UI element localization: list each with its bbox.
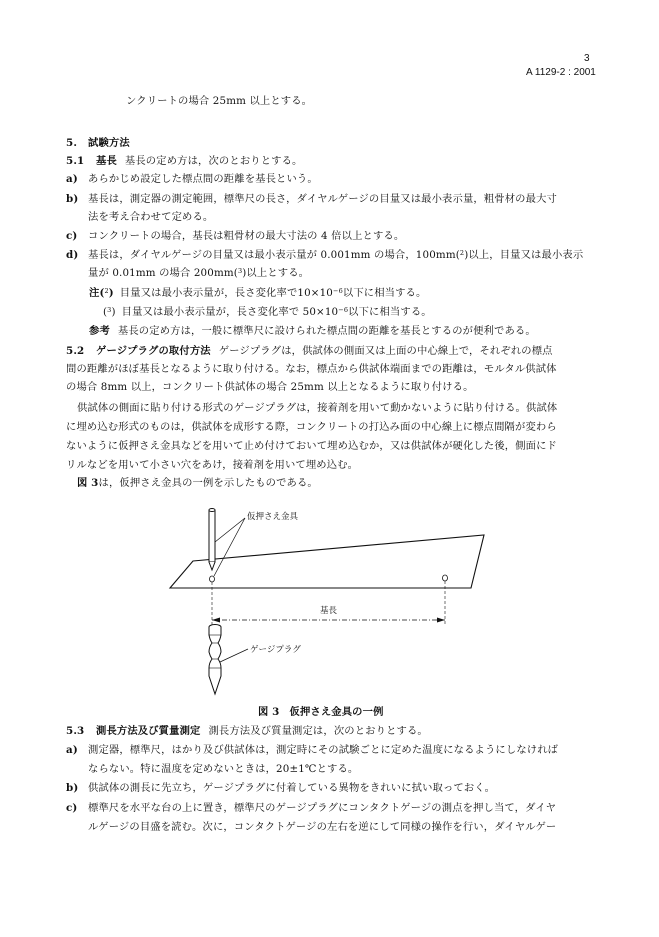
figure-reference-line xyxy=(77,476,318,490)
list-item-5-3-b xyxy=(66,781,495,795)
section-5-3 xyxy=(66,724,428,738)
list-item-5-1-d-cont xyxy=(88,266,309,280)
figure-caption-number: 図 3 xyxy=(258,706,280,718)
page-number: 3 xyxy=(584,53,590,64)
list-text: 標準尺を水平な台の上に置き，標準尺のゲージプラグにコンタクトゲージの測点を押し当て，ダイヤ xyxy=(88,802,557,814)
list-label: c) xyxy=(66,802,78,814)
reference-label: 参考 xyxy=(89,325,110,337)
list-label: b) xyxy=(66,193,79,205)
continuation-line: ンクリートの場合 25mm 以上とする。 xyxy=(126,95,313,107)
list-label: b) xyxy=(66,782,79,794)
note-exponent: −6 xyxy=(338,306,349,314)
list-item-5-3-a-cont: ならない。特に温度を定めないときは，20±1℃とする。 xyxy=(88,763,359,775)
list-text: 量が 0.01mm の場合 200mm( xyxy=(88,267,238,279)
reference-text: 基長の定め方は，一般に標準尺に設けられた標点間の距離を基長とするのが便利である。 xyxy=(117,325,536,337)
section-number: 5.2 xyxy=(66,345,85,357)
note-2 xyxy=(89,286,426,300)
specimen-plate xyxy=(170,535,484,588)
list-item-5-1-b xyxy=(66,192,557,206)
paragraph-line-1: 供試体の側面に貼り付ける形式のゲージプラグは，接着剤を用いて動かないように貼り付ける。供試体 xyxy=(77,402,558,414)
clamp-fitting xyxy=(209,509,215,571)
section-title: 試験方法 xyxy=(88,137,130,149)
reference-note xyxy=(89,324,536,338)
plug-hole-right xyxy=(443,575,448,581)
list-item-5-1-d xyxy=(66,248,583,262)
figure-caption-title: 仮押さえ金具の一例 xyxy=(289,706,384,718)
plug-hole-left xyxy=(210,576,215,582)
section-5-2-line-3: の場合 8mm 以上，コンクリート供試体の場合 25mm 以上となるように取り付ける。 xyxy=(66,381,474,393)
figure-label-gauge-plug: ゲージプラグ xyxy=(250,645,301,655)
dimension-arrow-left xyxy=(212,618,220,623)
note-open: ( xyxy=(103,306,108,318)
list-text: 基長は，測定器の測定範囲，標準尺の長さ，ダイヤルゲージの目量又は最小表示量，粗骨材の最大寸 xyxy=(88,193,557,205)
section-title: ゲージプラグの取付方法 xyxy=(96,345,211,357)
section-title: 測長方法及び質量測定 xyxy=(96,725,201,737)
list-text: 供試体の測長に先立ち，ゲージプラグに付着している異物をきれいに拭い取っておく。 xyxy=(88,782,496,794)
list-item-5-1-a xyxy=(66,172,318,186)
section-text: 基長の定め方は，次のとおりとする。 xyxy=(124,155,303,167)
section-text: 測長方法及び質量測定は，次のとおりとする。 xyxy=(208,725,428,737)
section-5-1 xyxy=(66,154,303,168)
gauge-plug xyxy=(209,625,221,695)
note-number: 2 xyxy=(104,287,109,295)
section-number: 5.3 xyxy=(66,725,85,737)
figure-label-base-length: 基長 xyxy=(320,606,338,616)
section-text: ゲージプラグは，供試体の側面又は上面の中心線上で，それぞれの標点 xyxy=(218,345,553,357)
note-text: 目量又は最小表示量が，長さ変化率で 50×10 xyxy=(121,306,339,318)
footnote-ref: 2 xyxy=(459,249,465,257)
standard-id: A 1129-2 : 2001 xyxy=(526,67,596,78)
note-close: ) xyxy=(111,306,116,318)
figure-reference: 図 3 xyxy=(77,477,99,489)
figure-3-diagram xyxy=(165,504,495,704)
list-text: 基長は，ダイヤルゲージの目量又は最小表示量が 0.001mm の場合，100mm( xyxy=(88,249,460,261)
paragraph-line-4: リルなどを用いて小さい穴をあけ，接着剤を用いて埋め込む。 xyxy=(66,459,359,471)
figure-caption xyxy=(258,705,384,719)
list-label: d) xyxy=(66,249,79,261)
note-exponent: −6 xyxy=(332,287,343,295)
list-label: c) xyxy=(66,230,78,242)
list-item-5-3-c xyxy=(66,801,556,815)
paragraph-line-2: に埋め込む形式のものは，供試体を成形する際，コンクリートの打込み面の中心線上に標点間隔が変わら xyxy=(66,421,557,433)
note-text: 目量又は最小表示量が，長さ変化率で10×10 xyxy=(119,287,333,299)
list-item-5-1-c xyxy=(66,229,404,243)
list-item-5-3-a xyxy=(66,743,558,757)
paragraph-line-3: ないように仮押さえ金具などを用いて止め付けておいて埋め込むか，又は供試体が硬化した後，側面にド xyxy=(66,440,558,452)
figure-reference-text: は，仮押さえ金具の一例を示したものである。 xyxy=(98,477,318,489)
section-5-2 xyxy=(66,344,553,358)
list-text: )以上とする。 xyxy=(242,267,310,279)
section-number: 5. xyxy=(66,137,78,149)
note-close: ) xyxy=(108,287,114,299)
leader-line xyxy=(220,649,248,662)
leader-line xyxy=(215,518,245,542)
list-text: コンクリートの場合，基長は粗骨材の最大寸法の 4 倍以上とする。 xyxy=(88,230,405,242)
note-tail: 以下に相当する。 xyxy=(348,306,432,318)
note-tail: 以下に相当する。 xyxy=(342,287,427,299)
list-text: )以上，目量又は最小表示 xyxy=(464,249,584,261)
section-5-heading xyxy=(66,136,130,150)
note-number: 3 xyxy=(107,306,112,314)
list-item-5-1-b-cont: 法を考え合わせて定める。 xyxy=(88,211,214,223)
list-label: a) xyxy=(66,744,78,756)
section-5-2-line-2: 間の距離がほぼ基長となるように取り付ける。なお，標点から供試体端面までの距離は，モルタル供試体 xyxy=(66,363,557,375)
footnote-ref: 3 xyxy=(237,267,243,275)
list-text: 測定器，標準尺，はかり及び供試体は，測定時にその試験ごとに定めた温度になるようにしなければ xyxy=(88,744,559,756)
list-item-5-3-c-cont: ルゲージの目盛を読む。次に，コンタクトゲージの左右を逆にして同様の操作を行い，ダイヤルゲー xyxy=(88,821,557,833)
section-title: 基長 xyxy=(96,155,117,167)
section-number: 5.1 xyxy=(66,155,85,167)
note-3 xyxy=(103,305,432,319)
list-text: あらかじめ設定した標点間の距離を基長という。 xyxy=(88,173,318,185)
list-label: a) xyxy=(66,173,78,185)
figure-label-clamp: 仮押さえ金具 xyxy=(247,512,299,522)
note-label: 注( xyxy=(89,287,105,299)
dimension-arrow-right xyxy=(437,618,445,623)
